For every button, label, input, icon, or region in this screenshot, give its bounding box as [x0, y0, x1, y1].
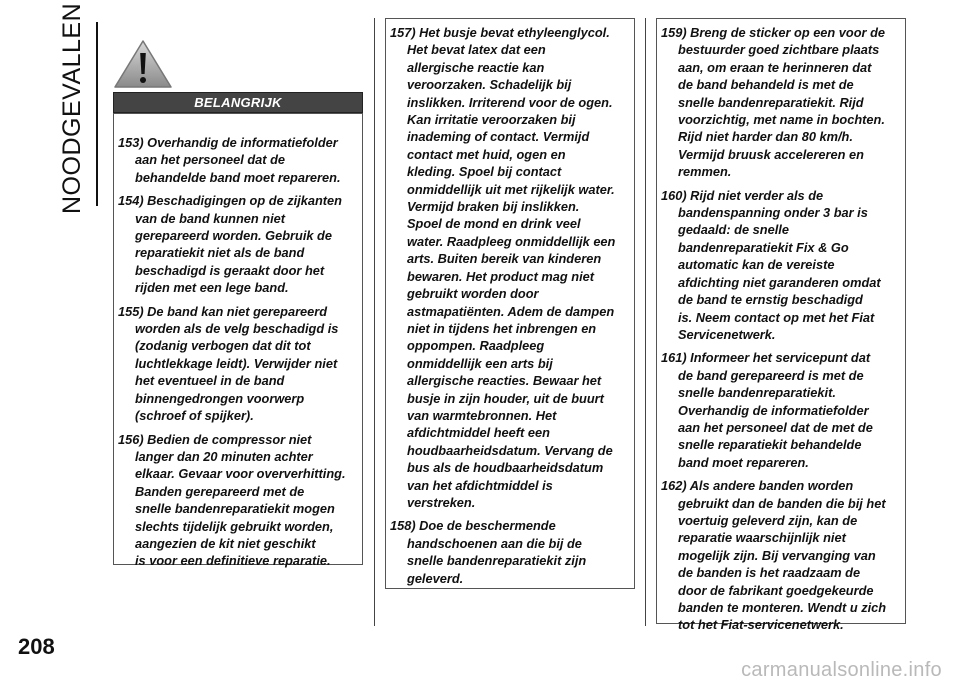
warning-box-3 [656, 18, 906, 633]
warning-note: 159) Breng de sticker op een voor de bestuurder goed zichtbare plaats aan, om eraan te herinneren dat de band behandeld is met de snelle bandenreparatiekit. Rijd voorzichtig, met name in bochten. Rijd niet harder dan 80 km/h. Vermijd bruusk accelereren en remmen. [661, 25, 886, 180]
warning-note: 156) Bedien de compressor niet langer dan 20 minuten achter elkaar. Gevaar voor oververhitting. Banden gerepareerd met de snelle bandenreparatiekit mogen slechts tijdelijk gebruikt worden, aangezien de kit niet geschikt is voor een definitieve reparatie. [118, 431, 346, 569]
warning-box-1 [113, 113, 363, 569]
warning-note: 160) Rijd niet verder als de bandenspanning onder 3 bar is gedaald: de snelle bandenreparatiekit Fix & Go automatic kan de vereiste afdichting niet garanderen omdat de band te ernstig beschadigd is. Neem contact op met het Fiat Servicenetwerk. [661, 187, 881, 342]
warning-note: 158) Doe de beschermende handschoenen aan die bij de snelle bandenreparatiekit zijn geleverd. [390, 518, 587, 586]
watermark: carmanualsonline.info [741, 659, 942, 681]
column-divider [645, 18, 646, 626]
important-header: BELANGRIJK [113, 92, 363, 113]
section-title-rule [96, 22, 98, 206]
warning-note: 162) Als andere banden worden gebruikt dan de banden die bij het voertuig geleverd zijn, kan de reparatie waarschijnlijk niet mogelijk zijn. Bij vervanging van de banden is het raadzaam de door de fabrikant goedgekeurde banden te monteren. Wendt u zich tot het Fiat-servicenetwerk. [661, 478, 887, 633]
warning-note: 154) Beschadigingen op de zijkanten van de band kunnen niet gerepareerd worden. Gebruik de reparatiekit niet als de band beschadigd is geraakt door het rijden met een lege band. [118, 193, 342, 296]
section-title: NOODGEVALLEN [58, 2, 86, 214]
warning-triangle-icon [112, 38, 174, 90]
warning-note: 157) Het busje bevat ethyleenglycol. Het bevat latex dat een allergische reactie kan veroorzaken. Schadelijk bij inslikken. Irriterend voor de ogen. Kan irritatie veroorzaken bij inademing of contact. Vermijd contact met huid, ogen en kleding. Spoel bij contact onmiddellijk uit met rijkelijk water. Vermijd braken bij inslikken. Spoel de mond en drink veel water. Raadpleeg onmiddellijk een arts. Buiten bereik van kinderen bewaren. Het product mag niet gebruikt worden door astmapatiënten. Adem de dampen niet in tijdens het inbrengen en oppompen. Raadpleeg onmiddellijk een arts bij allergische reacties. Bewaar het busje in zijn houder, uit de buurt van warmtebronnen. Het afdichtmiddel heeft een houdbaarheidsdatum. Vervang de bus als de houdbaarheidsdatum van het afdichtmiddel is verstreken. [390, 25, 616, 510]
warning-note: 153) Overhandig de informatiefolder aan het personeel dat de behandelde band moet repareren. [118, 135, 341, 185]
warning-box-2 [385, 18, 635, 589]
warning-note: 161) Informeer het servicepunt dat de band gerepareerd is met de snelle bandenreparatiekit. Overhandig de informatiefolder aan het personeel dat de met de snelle reparatiekit behandelde band moet repareren. [661, 350, 873, 470]
warning-note: 155) De band kan niet gerepareerd worden als de velg beschadigd is (zodanig verbogen dat dit tot luchtlekkage leidt). Verwijder niet het eventueel in de band binnengedrongen voorwerp (schroef of spijker). [118, 303, 339, 424]
page-number: 208 [18, 634, 55, 659]
column-divider [374, 18, 375, 626]
